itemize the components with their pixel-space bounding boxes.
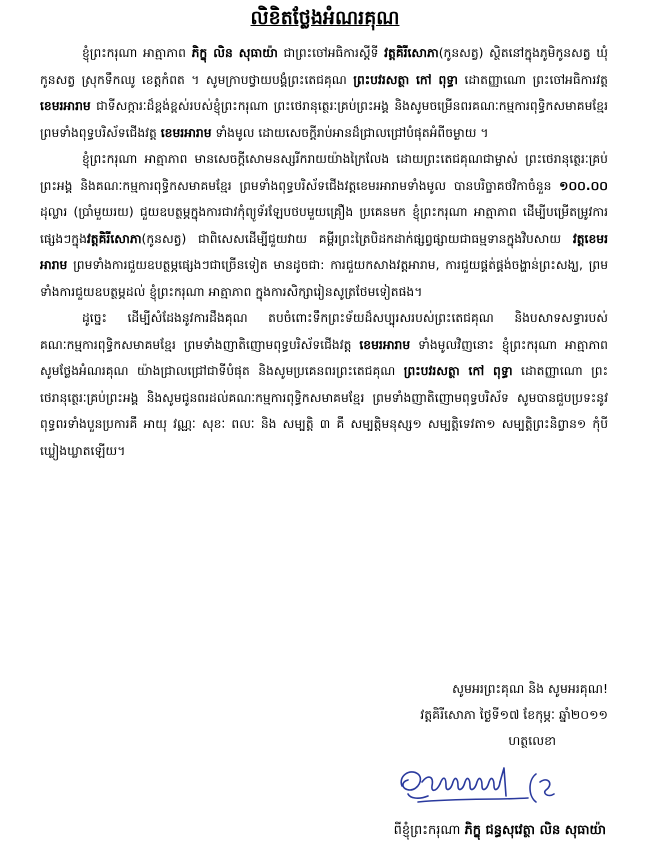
closing-thanks: សូមអរព្រះគុណ និង សូមអរគុណ! xyxy=(452,681,608,696)
signer-name: ភិក្ខុ ជន្ធសុវេត្ថា លិន សុធាយ៉ា xyxy=(464,823,606,838)
signer-prefix: ពីខ្ញុំព្រះករុណា xyxy=(393,823,461,838)
thanks-text-3: ដោតញ្ញាណោ ព្រះថេរានុត្ថេរៈគ្រប់ព្រះអង្គ និងសូមជូនពរដល់គណៈកម្មការពុទ្ធិកសមាគមខ្មែរ ព្រមទាំងញាតិញោមពុទ្ធបរិស័ទ សូមបានជួបប្រទះនូវពុទ្ធពរទាំងបួនប្រការគឺ អាយុ វណ្ណៈ សុខៈ ពលៈ និង សម្បត្តិ ៣ គឺ សម្បត្តិមនុស្ស១ សម្បត្តិទេវតា១ សម្បត្តិព្រះនិព្វាន១ កុំបីឃ្លៀងឃ្លាតឡើយ។ xyxy=(40,364,609,458)
greeting-text-3: (កូនសត្វ) ស្ថិតនៅក្នុងភូមិកូនសត្វ ឃុំកូនសត្វ ស្រុកទឹកឈូ ខេត្តកំពត ។ សូមក្រាបថ្វាយបង្គំព្រះតេជគុណ xyxy=(40,46,608,87)
abbot-name: ព្រះបវរសត្ថា កៅ ពុទ្ធា xyxy=(353,72,459,87)
handwritten-signature xyxy=(388,756,578,818)
signer-block xyxy=(394,818,606,844)
paragraph-thanks xyxy=(40,305,608,464)
donation-text-3: (កូនសត្វ) ជាពិសេសដើម្បីជួយវាយ គម្ពីរព្រះត្រៃបិដកដាក់ផ្សព្វផ្សាយជាធម្មទានក្នុងវិបសាយ xyxy=(141,231,562,246)
signature-label: ហត្ថលេខា xyxy=(508,733,556,748)
paragraph-donation xyxy=(40,146,608,305)
greeting-text-5: ជាទីសក្ការៈដ៏ខ្ពង់ខ្ពស់របស់ខ្ញុំព្រះករុណា ព្រះថេរានុត្ថេរៈគ្រប់ព្រះអង្គ និងសូមចម្រើនពរគណៈកម្មការពុទ្ធិកសមាគមខ្មែរ ព្រមទាំងពុទ្ធបរិស័ទជើងវត្ត xyxy=(40,99,608,140)
temple-name-2: វត្តគិរីសោភា xyxy=(86,231,142,246)
closing-block xyxy=(420,676,608,754)
greeting-text-6: ទាំងមូល ដោយសេចក្ដីរាប់អានដ៏ជ្រាលជ្រៅបំផុតអំពីចម្ងាយ ។ xyxy=(211,125,489,140)
greeting-text-2: ជាព្រះចៅអធិការស្ដីទី xyxy=(277,46,379,60)
wat-name-4: ខេមរអារាម xyxy=(359,337,411,352)
letter-date: វត្តគិរីសោភា ថ្ងៃទី១៧ ខែកុម្ភៈ ឆ្នាំ២០១១ xyxy=(420,707,608,722)
author-name: ភិក្ខុ លិន សុធាយ៉ា xyxy=(191,46,278,60)
letter-title: លិខិតថ្លែងអំណរគុណ xyxy=(250,7,400,29)
donation-text-2: ដុល្លារ (ប្រាំមួយរយ) ជួយឧបត្ថម្ភក្នុងការជាវកុំព្យូទ័រឡែបថបមួយគ្រឿង ប្រគេនមក ខ្ញុំព្រះករុណា អាត្មាភាព ដើម្បីបម្រើតម្រូវការផ្សេងៗក្នុង xyxy=(40,205,608,246)
temple-name: វត្តគិរីសោភា xyxy=(384,46,439,60)
abbot-name-2: ព្រះបវរសត្ថា កៅ ពុទ្ធា xyxy=(403,364,513,378)
thanks-text-2: ទាំងមូលវិញនោះ ខ្ញុំព្រះករុណា អាត្មាភាព សូមថ្លែងអំណរគុណ យ៉ាងជ្រាលជ្រៅជាទីបំផុត និងសូមប្រគេនពរព្រះតេជគុណ xyxy=(40,337,608,378)
letter-body xyxy=(40,40,608,464)
wat-name-2: ខេមរអារាម xyxy=(160,125,212,140)
donation-text-1: ខ្ញុំព្រះករុណា អាត្មាភាព មានសេចក្ដីសោមនស្សរីករាយយ៉ាងក្រៃលែង ដោយព្រះតេជគុណជាម្ចាស់ ព្រះថេរានុត្ថេរៈគ្រប់ព្រះអង្គ និងគណៈកម្មការពុទ្ធិកសមាគមខ្មែរ ព្រមទាំងពុទ្ធបរិស័ទជើងវត្តខេមរអារាមទាំងមូល បានបរិច្ចាគថវិកាចំនួន xyxy=(40,152,608,193)
greeting-text-4: ដោតញ្ញាណោ ព្រះចៅអធិការវត្ត xyxy=(458,72,608,87)
thanks-text-1: ដូច្នេះ ដើម្បីសំដែងនូវការដឹងគុណ តបចំពោះទឹកព្រះទ័យដ៏សប្បុរសរបស់ព្រះតេជគុណ និងបសាទសទ្ធារបស់គណៈកម្មការពុទ្ធិកសមាគមខ្មែរ ព្រមទាំងញាតិញោមពុទ្ធបរិស័ទជើងវត្ត xyxy=(40,311,608,352)
donation-text-4: ព្រមទាំងការជួយឧបត្ថម្ភផ្សេងៗជាច្រើនទៀត មានដូចជា: ការជួយកសាងវត្តអារាម, ការជួយផ្គត់ផ្គង់ចង្ហាន់ព្រះសង្ឃ, ព្រមទាំងការជួយឧបត្ថម្ភដល់ ខ្ញុំព្រះករុណា អាត្មាភាព ក្នុងការសិក្សារៀនសូត្រថែមទៀតផង។ xyxy=(40,258,608,299)
donation-amount: ១០០.០០ xyxy=(559,178,608,193)
wat-name: ខេមរអារាម xyxy=(40,99,91,113)
paragraph-greeting xyxy=(40,40,608,146)
greeting-text-1: ខ្ញុំព្រះករុណា អាត្មាភាព xyxy=(82,46,186,60)
wat-name-3: វត្តខេមរអារាម xyxy=(40,231,608,272)
